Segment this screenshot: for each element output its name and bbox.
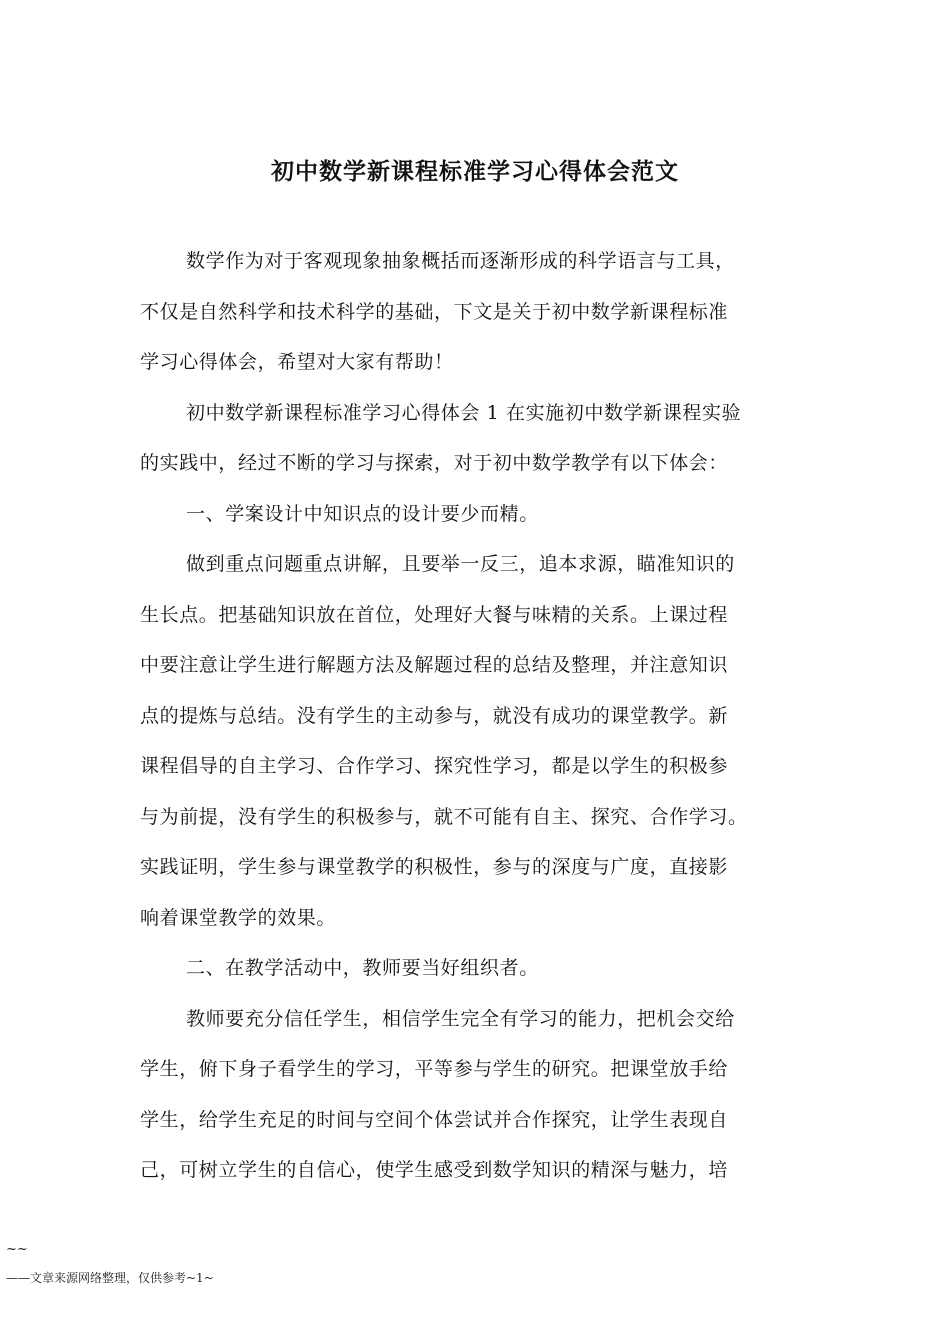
footer-source-note: ——文章来源网络整理，仅供参考~1~ — [6, 1271, 214, 1285]
body-line: 的实践中，经过不断的学习与探索，对于初中数学教学有以下体会： — [140, 452, 729, 474]
body-line: 不仅是自然科学和技术科学的基础，下文是关于初中数学新课程标准 — [140, 300, 729, 323]
body-line: 一、学案设计中知识点的设计要少而精。 — [186, 502, 539, 525]
body-line: 实践证明，学生参与课堂教学的积极性，参与的深度与广度，直接影 — [140, 856, 729, 878]
document-title: 初中数学新课程标准学习心得体会范文 — [271, 159, 679, 185]
body-line: 教师要充分信任学生，相信学生完全有学习的能力，把机会交给 — [186, 1007, 735, 1030]
document-body — [140, 236, 820, 1196]
body-line: 课程倡导的自主学习、合作学习、探究性学习，都是以学生的积极参 — [140, 755, 729, 777]
body-line: 与为前提，没有学生的积极参与，就不可能有自主、探究、合作学习。 — [140, 805, 748, 828]
body-line: 初中数学新课程标准学习心得体会 1 在实施初中数学新课程实验 — [186, 401, 742, 424]
body-line: 响着课堂教学的效果。 — [140, 906, 337, 929]
body-line: 数学作为对于客观现象抽象概括而逐渐形成的科学语言与工具， — [186, 250, 735, 272]
body-line: 点的提炼与总结。没有学生的主动参与，就没有成功的课堂教学。新 — [140, 704, 729, 727]
body-line: 做到重点问题重点讲解，且要举一反三，追本求源，瞄准知识的 — [186, 553, 735, 575]
body-line: 中要注意让学生进行解题方法及解题过程的总结及整理，并注意知识 — [140, 654, 729, 676]
body-line: 学习心得体会，希望对大家有帮助！ — [140, 351, 454, 373]
body-line: 学生，给学生充足的时间与空间个体尝试并合作探究，让学生表现自 — [140, 1108, 729, 1131]
body-line: 生长点。把基础知识放在首位，处理好大餐与味精的关系。上课过程 — [140, 603, 729, 626]
body-line: 二、在教学活动中，教师要当好组织者。 — [186, 957, 539, 979]
body-line: 学生，俯下身子看学生的学习，平等参与学生的研究。把课堂放手给 — [140, 1058, 729, 1080]
footer-marks: ~~ — [6, 1242, 28, 1257]
body-line: 己，可树立学生的自信心，使学生感受到数学知识的精深与魅力，培 — [140, 1159, 729, 1181]
